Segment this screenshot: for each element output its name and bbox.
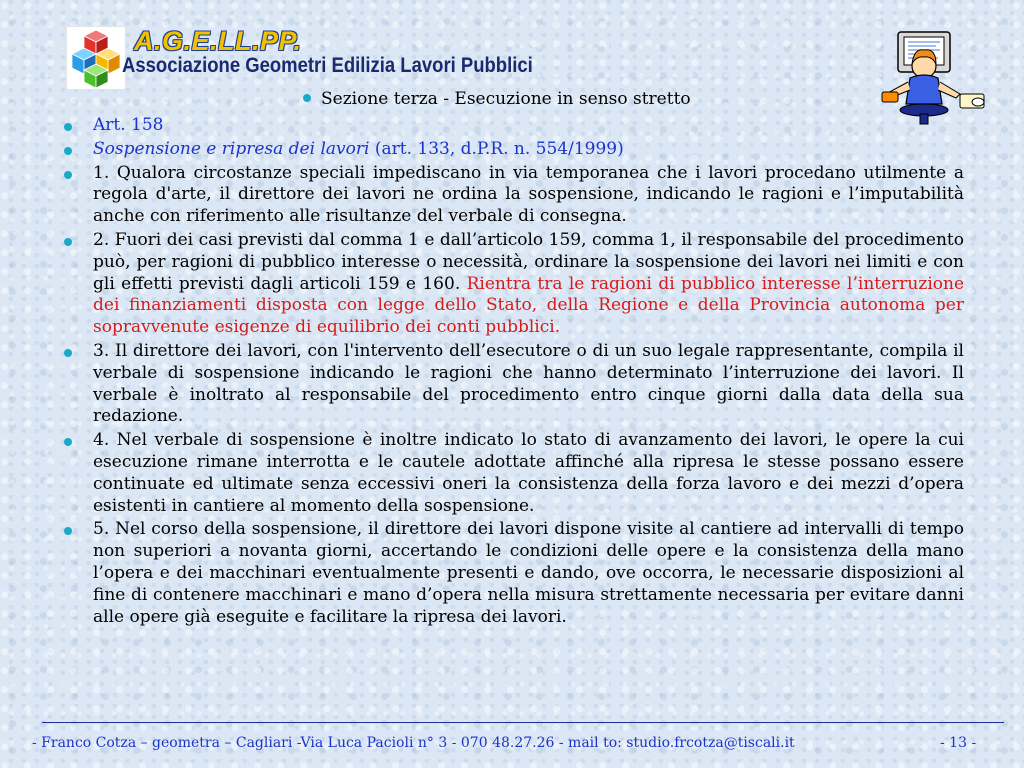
footer-divider [42, 722, 1004, 723]
bullet-icon [64, 147, 72, 155]
bullet-icon [64, 238, 72, 246]
brand-title: A.G.E.LL.PP. [134, 26, 302, 56]
paragraph-3: 3. Il direttore dei lavori, con l'intervento dell’esecutore o di un suo legale rappresentante, compila il verbale di sospensione indicando le ragioni che hanno determinato l’interruzione dei lavori. Il verbale è inoltrato al responsabile del procedimento entro cinque giorni dalla data della sua redazione. [93, 340, 964, 427]
colored-cubes-logo-icon [66, 26, 126, 90]
bullet-icon [64, 527, 72, 535]
person-at-computer-clipart-icon [880, 30, 992, 126]
bullet-icon [64, 123, 72, 131]
paragraph-1: 1. Qualora circostanze speciali impediscano in via temporanea che i lavori procedano utilmente a regola d'arte, il direttore dei lavori ne ordina la sospensione, indicando le ragioni e l’imputabilità anche con riferimento alle risultanze del verbale di consegna. [93, 162, 964, 227]
section-heading-text: Sezione terza - Esecuzione in senso stretto [321, 89, 691, 109]
paragraph-4: 4. Nel verbale di sospensione è inoltre indicato lo stato di avanzamento dei lavori, le opere la cui esecuzione rimane interrotta e le cautele adottate affinché alla ripresa le stesse possano essere continuate ed ultimate senza eccessivi oneri la consistenza della forza lavoro e dei mezzi d’opera esistenti in cantiere al momento della sospensione. [93, 430, 964, 516]
list-item [64, 163, 964, 228]
list-item [64, 230, 964, 339]
list-item [64, 519, 964, 628]
article-number: Art. 158 [93, 115, 164, 135]
bullet-icon [64, 349, 72, 357]
paragraph-5: 5. Nel corso della sospensione, il direttore dei lavori dispone visite al cantiere ad intervalli di tempo non superiori a novanta giorni, accertando le condizioni delle opere e la consistenza della mano l’opera e dei macchinari eventualmente presenti e dando, ove occorra, le necessarie disposizioni al fine di contenere macchinari e mano d’opera nella misura strettamente necessaria per evitare danni alle opere già eseguite e facilitare la ripresa dei lavori. [93, 519, 964, 627]
article-subtitle: Sospensione e ripresa dei lavori [93, 138, 370, 159]
footer-contact: - Franco Cotza – geometra – Cagliari -Via Luca Pacioli n° 3 - 070 48.27.26 - mail to: studio.frcotza@tiscali.it [32, 735, 795, 751]
brand-subtitle: Associazione Geometri Edilizia Lavori Pubblici [122, 54, 533, 77]
paragraph-2: 2. Fuori dei casi previsti dal comma 1 e dall’articolo 159, comma 1, il responsabile del procedimento può, per ragioni di pubblico interesse o necessità, ordinare la sospensione dei lavori nei limiti e con gli effetti previsti dagli articoli 159 e 160. [93, 229, 964, 294]
list-item [64, 341, 964, 428]
list-item [64, 115, 964, 137]
list-item [64, 139, 964, 161]
page-number: - 13 - [940, 735, 977, 751]
section-heading [303, 89, 691, 109]
article-reference: (art. 133, d.P.R. n. 554/1999) [369, 138, 624, 159]
paragraph-2-highlight: Rientra tra le ragioni di pubblico interesse l’interruzione dei finanziamenti disposta con legge dello Stato, della Regione e della Provincia autonoma per sopravvenute esigenze di equilibrio dei conti pubblici. [93, 273, 965, 338]
bullet-icon [64, 171, 72, 179]
bullet-icon [64, 438, 72, 446]
list-item [64, 430, 964, 517]
article-body [64, 115, 964, 630]
bullet-icon [303, 94, 311, 102]
